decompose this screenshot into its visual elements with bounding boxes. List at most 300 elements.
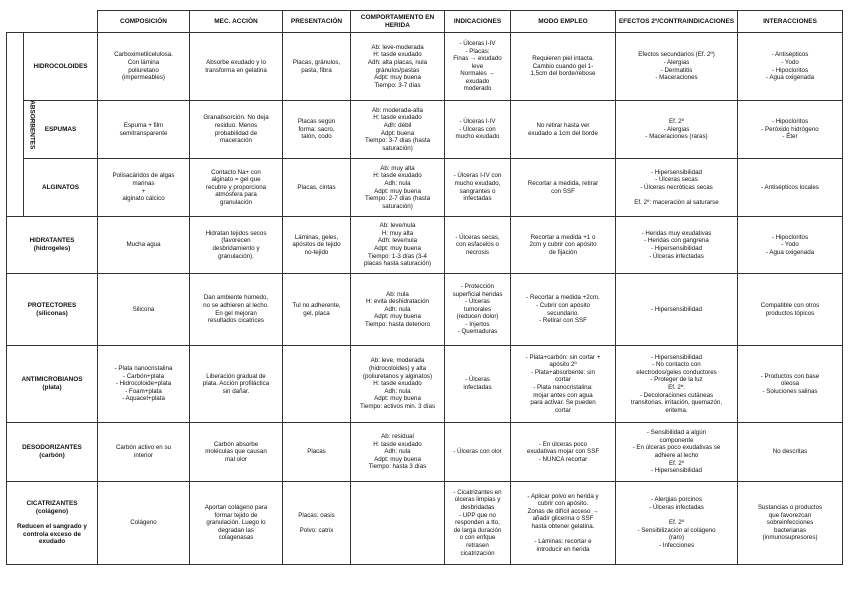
cell-line: bacterianas <box>774 526 806 534</box>
modo-empleo-cell <box>511 217 616 274</box>
header-efectos: EFECTOS 2º/CONTRAINDICACIONES <box>616 11 738 33</box>
cell-line: - Plata nanocristalina: <box>533 384 593 391</box>
cell-line: eritema. <box>665 406 688 414</box>
cell-line: productos tópicos <box>765 309 815 317</box>
cell-line: - UPP que no <box>458 511 497 519</box>
cell-line: gel, placa <box>303 309 330 317</box>
cell-line: moderado <box>463 85 492 93</box>
cell-line: En gel mejoran <box>215 309 257 317</box>
indicaciones-cell <box>445 217 511 274</box>
cell-line: - Carbón+plata <box>122 372 165 380</box>
cell-line: ALGINATOS <box>41 183 80 191</box>
cell-line: - Alergias <box>663 125 690 133</box>
group-cell-absorbentes <box>7 33 36 217</box>
cell-line: - Aquacel+plata <box>122 395 165 403</box>
cell-line: necrosis <box>465 248 490 256</box>
cell-line: granulación <box>220 198 252 206</box>
cell-line: Compatible con otros <box>760 301 820 309</box>
cell-line <box>9 515 95 523</box>
cell-line: - Úlceras con <box>459 125 496 133</box>
cell-line: cortar <box>555 376 571 384</box>
cell-line: transforma en gelatina <box>205 66 267 74</box>
cell-line: forma: sacro, <box>298 125 335 133</box>
cell-line: residuo. Menos <box>214 121 258 129</box>
row-name-cell <box>7 274 98 346</box>
cell-line: Absorbe exudado y lo <box>206 58 266 66</box>
comportamiento-cell <box>351 346 445 423</box>
cell-line: colagenasas <box>218 534 254 542</box>
cell-line: - NUNCA recortar <box>538 455 588 463</box>
cell-line: - Úlceras secas, <box>455 233 500 241</box>
mecanismo-cell <box>190 101 283 159</box>
table-row <box>7 217 843 274</box>
cell-line: Carbón activo en su <box>115 444 172 452</box>
cell-line: No retirar hasta ver <box>536 121 590 129</box>
table-row <box>7 346 843 423</box>
interacciones-cell <box>738 159 843 217</box>
cell-line: Requieren piel intacta. <box>532 55 594 63</box>
cell-line: o con enfque <box>459 534 496 542</box>
cell-line: Mucha agua <box>126 241 161 249</box>
cell-line: no-tejido <box>304 248 329 256</box>
cell-line: Ab: moderada-alta <box>372 106 423 114</box>
cell-line: mucho exudado, <box>454 179 501 187</box>
cell-line: apósito 2º <box>549 361 577 369</box>
cell-line: - Placas: <box>465 47 490 55</box>
cell-line: HIDROCOLOIDES <box>33 62 88 70</box>
table-row <box>7 423 843 482</box>
cell-line: desbridadas <box>460 504 495 512</box>
cell-line: de fijación <box>549 248 577 256</box>
cell-line: CICATRIZANTES <box>26 500 78 508</box>
cell-line: controla exceso de <box>23 530 81 538</box>
cell-line: - Aplicar polvo en herida y <box>527 492 599 500</box>
cell-line: Con lámina <box>127 58 160 66</box>
presentacion-cell <box>283 346 351 423</box>
cell-line: - Úlceras necróticas secas <box>640 183 713 191</box>
cell-line: atmósfera para <box>215 191 257 199</box>
cell-line: - Recortar a medida +2cm. <box>526 294 600 302</box>
indicaciones-cell <box>445 274 511 346</box>
cell-line: saturación) <box>382 144 413 152</box>
cell-line: Reducen el sangrado y <box>17 523 87 530</box>
table-row <box>7 482 843 565</box>
cell-line: infectadas <box>463 384 492 391</box>
cell-line: H: muy alta <box>381 229 414 237</box>
interacciones-cell <box>738 274 843 346</box>
cell-line: Láminas, geles, <box>294 233 339 241</box>
cell-line: alginato = gel que <box>211 176 261 184</box>
cell-line: - Antisépticos locales <box>761 183 819 191</box>
interacciones-cell <box>738 423 843 482</box>
table-row <box>7 159 843 217</box>
composicion-cell <box>98 101 190 159</box>
cell-line: H: evita deshidratación <box>366 298 429 306</box>
cell-line: - Maceraciones (raras) <box>645 133 708 141</box>
cell-line: - Úlceras infectadas <box>649 252 704 260</box>
composicion-cell <box>98 217 190 274</box>
comportamiento-cell <box>351 423 445 482</box>
modo-empleo-cell <box>511 159 616 217</box>
cell-line: H: tasde exudado <box>373 114 422 122</box>
cell-line: - Heridas muy exudativas <box>641 229 712 237</box>
presentacion-cell <box>283 101 351 159</box>
cell-line: - Hipersensibilidad <box>651 245 702 252</box>
comportamiento-cell <box>351 274 445 346</box>
cell-line: - Hipersensibilidad <box>651 305 702 313</box>
cell-line: - Úlceras <box>465 376 490 384</box>
cell-line: Ef. 2º <box>669 519 684 527</box>
cell-line: - Láminas: recortar e <box>534 538 592 546</box>
cell-line: - Sensibilidad a algún <box>646 429 707 437</box>
cell-line: exudado <box>38 538 66 546</box>
cell-line: - Agua oxigenada <box>765 248 815 256</box>
header-modo-empleo: MODO EMPLEO <box>511 11 616 33</box>
modo-empleo-cell <box>511 33 616 101</box>
cell-line: + <box>141 187 146 195</box>
cell-line: cubrir con apósito. <box>537 500 589 508</box>
cell-line: Liberación gradual de <box>206 372 266 380</box>
cell-line: componente <box>659 436 694 444</box>
presentacion-cell <box>283 274 351 346</box>
cell-line: - Úlceras I-IV <box>459 118 496 126</box>
cell-line: Tul no adherente, <box>292 301 341 309</box>
cell-line: Adh: nula <box>384 448 411 456</box>
cell-line: Efectos secundarios (Ef. 2º) <box>638 51 715 59</box>
composicion-cell <box>98 482 190 565</box>
cell-line: Normales → <box>460 70 495 78</box>
cell-line: - En úlceras poco <box>538 440 588 448</box>
cell-line: sin dañar. <box>222 387 250 395</box>
header-interacciones: INTERACCIONES <box>738 11 843 33</box>
cell-line: retrasen <box>466 541 489 549</box>
efectos-cell <box>616 217 738 274</box>
composicion-cell <box>98 346 190 423</box>
cell-line: Adpt: muy buena <box>374 74 421 82</box>
row-name-cell <box>7 423 98 482</box>
cell-line: oleosa <box>780 380 800 388</box>
cell-line: - Productos con base <box>760 372 820 380</box>
cell-line: PROTECTORES <box>27 301 77 309</box>
indicaciones-cell <box>445 33 511 101</box>
cell-line: - Sensibilización al colágeno <box>637 526 716 534</box>
cell-line: - En úlceras poco exudativas se <box>632 444 721 452</box>
cell-line: (poliuretanos y alginatos) <box>362 372 433 380</box>
cell-line: Ab: nula <box>386 290 409 298</box>
modo-empleo-cell <box>511 346 616 423</box>
cell-line: granulación. Luego lo <box>206 519 266 527</box>
cell-line: - Agua oxigenada <box>765 74 815 82</box>
cell-line: Polvo: catrix <box>299 526 334 534</box>
cell-line: (siliconas) <box>36 309 68 317</box>
cell-line: - Hipersensibilidad <box>651 467 702 475</box>
cell-line: alginato cálcico <box>122 195 165 203</box>
cell-line: - Cubrir con apósito <box>536 301 590 309</box>
efectos-cell <box>616 423 738 482</box>
cell-line: leve <box>471 62 484 70</box>
cell-line: exudado a 1cm del borde <box>528 129 598 137</box>
cell-line: semitransparente <box>119 129 168 137</box>
cell-line: - Injertos <box>465 320 490 328</box>
cell-line: moléculas que causan <box>205 448 267 456</box>
row-name-cell <box>24 33 98 101</box>
wound-dressings-table <box>6 10 843 565</box>
indicaciones-cell <box>445 159 511 217</box>
cell-line: electrodos/geles conductores <box>636 368 717 376</box>
presentacion-cell <box>283 217 351 274</box>
cell-line: Recortar a medida +1 o <box>530 233 596 241</box>
cell-line: para activar. Se pueden <box>530 399 596 407</box>
cell-line: - Peróxido hidrógeno <box>761 125 819 133</box>
cell-line: Adh: leve/nula <box>377 237 418 245</box>
cell-line: pasta, fibra <box>301 66 332 74</box>
interacciones-cell <box>738 101 843 159</box>
comportamiento-cell <box>351 217 445 274</box>
cell-line: Dan ambiente húmedo, <box>203 294 269 302</box>
interacciones-cell <box>738 217 843 274</box>
comportamiento-cell <box>351 33 445 101</box>
cell-line: con esfacelos o <box>456 241 499 249</box>
cell-line: Granabsorción. No deja <box>203 114 269 122</box>
cell-line: Polisacáridos de algas <box>112 172 175 180</box>
row-name-cell <box>7 482 98 565</box>
cell-line: maceración <box>220 137 252 145</box>
cell-line: - Alergias porcinos <box>651 496 702 504</box>
cell-line: mucho exudado <box>455 133 500 141</box>
table-row <box>7 33 843 101</box>
cell-line: (raro) <box>668 534 685 542</box>
cell-line: recubre y proporciona <box>205 183 267 191</box>
cell-line: H: tasde exudado <box>373 440 422 448</box>
cell-line: desbridamiento y <box>212 245 260 252</box>
efectos-cell <box>616 159 738 217</box>
cell-line: Adh: alta placas, nula <box>367 58 428 66</box>
cell-line: - Plata+absorbente: sin <box>531 368 595 376</box>
cell-line: 1,5cm del borde/rebose <box>530 70 596 78</box>
cell-line: Tiempo: hasta deterioro <box>364 320 431 328</box>
cell-line: (inmunosupresores) <box>762 534 818 542</box>
cell-line: - Yodo <box>781 241 799 249</box>
cell-line: - No contacto con <box>652 361 701 369</box>
cell-line: Ef. 2º <box>669 118 684 126</box>
row-name-cell <box>7 217 98 274</box>
composicion-cell <box>98 159 190 217</box>
cell-line: Tiempo: activos min. 3 días <box>359 402 436 410</box>
cell-line: No descritas <box>772 448 808 456</box>
indicaciones-cell <box>445 423 511 482</box>
cell-line: Ab: leve-moderada <box>371 43 424 51</box>
cell-line: - Hipersensibilidad <box>651 353 702 361</box>
cell-line: - Alergias <box>663 58 690 66</box>
cell-line: talón, codo <box>301 133 332 141</box>
cell-line: ESPUMAS <box>44 125 77 133</box>
cell-line: Tiempo: 1-3 días (3-4 <box>368 252 427 260</box>
cell-line: úlceras limpias y <box>454 496 501 504</box>
cell-line: H: tasde exudado <box>373 380 422 388</box>
cell-line: - Yodo <box>781 58 799 66</box>
cell-line: (hidrogeles) <box>33 245 71 252</box>
indicaciones-cell <box>445 346 511 423</box>
cell-line: - Proteger de la luz <box>650 376 703 384</box>
cell-line <box>285 519 348 527</box>
header-indicaciones: INDICACIONES <box>445 11 511 33</box>
cell-line: (colágeno) <box>35 507 69 515</box>
modo-empleo-cell <box>511 101 616 159</box>
cell-line: - Hidrocoloide+plata <box>115 380 172 388</box>
cell-line: Adpt: muy buena <box>374 245 421 252</box>
cell-line: poliuretano <box>128 66 159 74</box>
cell-line: hasta obtener gelatina. <box>531 523 595 530</box>
cell-line: marinas <box>132 179 155 187</box>
cell-line <box>513 531 613 539</box>
cell-line: degradan las <box>218 526 254 534</box>
presentacion-cell <box>283 33 351 101</box>
cell-line: Carboximetilcelulosa. <box>114 51 173 59</box>
cell-line: exudado <box>465 77 490 85</box>
indicaciones-cell <box>445 101 511 159</box>
cell-line: Tiempo: hasta 3 días <box>368 463 427 471</box>
cell-line: Carbón absorbe <box>213 440 259 448</box>
cell-line: Ab: leve, moderada <box>370 357 425 365</box>
cell-line: cortar <box>555 406 571 414</box>
cell-line: secundario. <box>547 309 579 317</box>
cell-line: gránulos/pastas <box>375 66 420 74</box>
cell-line: adhiere al lecho <box>654 452 699 459</box>
cell-line: Zonas de difícil acceso → <box>527 507 599 515</box>
cell-line: Tiempo: 3-7 días (hasta <box>364 137 431 145</box>
cell-line: granulación). <box>218 252 254 260</box>
cell-line: - Decoloraciones cutáneas <box>639 391 714 399</box>
cell-line: ANTIMICROBIANOS <box>21 376 83 384</box>
cell-line: plata. Acción profiláctica <box>202 380 270 388</box>
cell-line: saturación) <box>382 202 413 210</box>
cell-line: - Cicatrizantes en <box>453 488 502 496</box>
cell-line: - Éter <box>782 133 798 141</box>
cell-line: placas hasta saturación) <box>363 260 432 268</box>
cell-line: responden a tto, <box>455 519 500 527</box>
cell-line: Tiempo: 3-7 días <box>374 81 421 89</box>
interacciones-cell <box>738 482 843 565</box>
comportamiento-cell <box>351 159 445 217</box>
cell-line: Silicona <box>132 305 155 313</box>
cell-line: añadir glicerina o SSF <box>532 515 594 523</box>
cell-line: - Úlceras <box>465 298 490 306</box>
cell-line: Cambio cuando gel 1- <box>532 62 594 70</box>
cell-line: - Protección <box>460 282 494 290</box>
cell-line: tumorales <box>463 305 492 313</box>
cell-line: sangrantes o <box>459 187 496 195</box>
interacciones-cell <box>738 346 843 423</box>
cell-line: Placas según <box>297 118 336 126</box>
mecanismo-cell <box>190 482 283 565</box>
cell-line: con SSF <box>551 187 575 195</box>
efectos-cell <box>616 101 738 159</box>
mecanismo-cell <box>190 159 283 217</box>
cell-line: Ef. 2º: maceración al saturarse <box>634 198 719 206</box>
mecanismo-cell <box>190 274 283 346</box>
cell-line: sobreinfecciones <box>766 519 814 527</box>
cell-line: infectadas <box>463 195 492 203</box>
efectos-cell <box>616 33 738 101</box>
cell-line: Espuma + film <box>123 121 164 129</box>
cell-line: - Plata+carbón: sin cortar + <box>525 353 601 361</box>
composicion-cell <box>98 423 190 482</box>
comportamiento-cell <box>351 101 445 159</box>
cell-line: - Quemaduras <box>457 328 498 336</box>
cell-line: Adh: nula <box>384 305 411 313</box>
cell-line: exudativas mojar con SSF <box>526 448 600 456</box>
cell-line: (plata) <box>42 384 62 391</box>
header-blank-cell <box>7 11 98 33</box>
cell-line: (hidrocoloides) y alta <box>368 365 427 373</box>
modo-empleo-cell <box>511 423 616 482</box>
cell-line: no se adhieren al lecho. <box>203 301 269 309</box>
cell-line: - Úlceras I-IV con <box>453 172 502 180</box>
cell-line: interior <box>134 452 153 459</box>
efectos-cell <box>616 346 738 423</box>
cell-line: Adh: nula <box>384 387 411 395</box>
cell-line: Ef. 2º: <box>668 384 685 391</box>
cell-line: - Heridas con gangrena <box>644 237 709 245</box>
cell-line: Aportan colágeno para <box>204 504 268 512</box>
cell-line: superficial heridas <box>452 290 503 298</box>
cell-line: DESODORIZANTES <box>22 444 82 452</box>
mecanismo-cell <box>190 346 283 423</box>
cell-line: Tiempo: 2-7 días (hasta <box>364 195 431 203</box>
row-name-cell <box>24 159 98 217</box>
presentacion-cell <box>283 423 351 482</box>
cell-line: apósitos de tejido <box>292 241 341 249</box>
cell-line: - Dermatitis <box>660 66 693 74</box>
cell-line: Adpt: buena <box>380 129 415 137</box>
mecanismo-cell <box>190 217 283 274</box>
cell-line: (impermeables) <box>122 74 165 82</box>
cell-line: Contacto Na+ con <box>211 168 261 176</box>
cell-line: - Hipocloritos <box>771 66 809 74</box>
presentacion-cell <box>283 482 351 565</box>
cell-line: - Hipocloritos <box>771 118 809 126</box>
cell-line: resultados cicatrices <box>207 317 265 325</box>
interacciones-cell <box>738 33 843 101</box>
cell-line: - Retirar con SSF <box>539 317 587 325</box>
cell-line: Placas: oasis <box>298 511 335 519</box>
cell-line <box>618 512 735 520</box>
cell-line: Ab: residual <box>381 433 414 441</box>
mecanismo-cell <box>190 423 283 482</box>
cell-line: H: tasde exudado <box>373 172 422 180</box>
composicion-cell <box>98 33 190 101</box>
cell-line: - Foam+plata <box>125 387 162 395</box>
cell-line: - Soluciones salinas <box>762 387 818 395</box>
cell-line: Ef. 2º <box>669 459 684 467</box>
cell-line: Sustancias o productos <box>757 504 823 512</box>
header-mec-accion: MEC. ACCIÓN <box>190 11 283 33</box>
cell-line: Adpt: muy buena <box>374 313 421 321</box>
header-composicion: COMPOSICIÓN <box>98 11 190 33</box>
cell-line: (reducen dolor) <box>456 313 499 321</box>
cell-line: Placas <box>307 448 326 456</box>
presentacion-cell <box>283 159 351 217</box>
cell-line: - Hipocloritos <box>771 233 809 241</box>
cell-line: - Maceraciones <box>655 74 698 82</box>
cell-line: Recortar a medida, retirar <box>527 179 599 187</box>
cell-line: formar tejido de <box>214 511 258 519</box>
cell-line: (carbón) <box>39 452 65 459</box>
efectos-cell <box>616 482 738 565</box>
cell-line: - Úlceras con olor <box>453 448 502 456</box>
cell-line: Adh: nula <box>384 179 411 187</box>
cell-line: probabilidad de <box>214 129 258 137</box>
